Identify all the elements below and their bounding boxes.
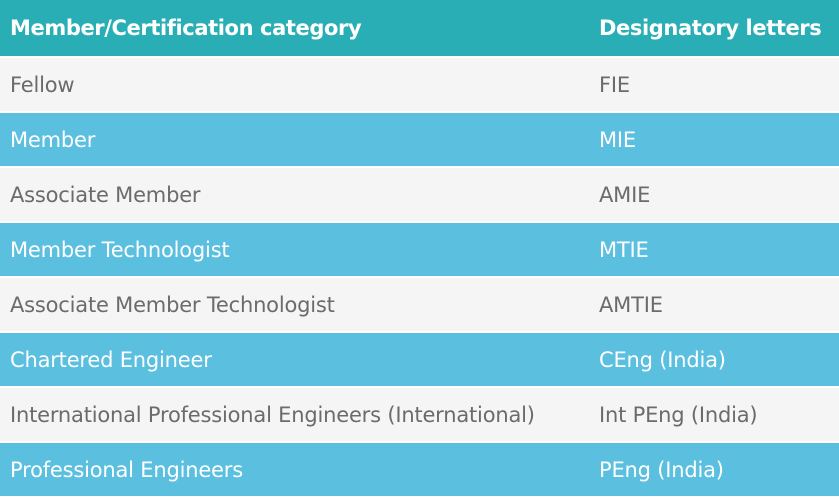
table-row <box>0 441 839 496</box>
table-header-row <box>0 0 839 56</box>
letters-cell: AMIE <box>599 182 651 207</box>
category-cell: International Professional Engineers (International) <box>10 402 535 427</box>
table-row <box>0 331 839 386</box>
category-cell: Chartered Engineer <box>10 347 212 372</box>
letters-cell: MIE <box>599 127 636 152</box>
category-cell: Associate Member <box>10 182 201 207</box>
table-row <box>0 111 839 166</box>
header-letters: Designatory letters <box>599 16 822 40</box>
category-cell: Professional Engineers <box>10 457 243 482</box>
table-row <box>0 166 839 221</box>
letters-cell: FIE <box>599 72 630 97</box>
table-row <box>0 56 839 111</box>
category-cell: Member <box>10 127 96 152</box>
letters-cell: PEng (India) <box>599 457 724 482</box>
table-row <box>0 276 839 331</box>
category-cell: Member Technologist <box>10 237 230 262</box>
letters-cell: MTIE <box>599 237 649 262</box>
category-cell: Fellow <box>10 72 75 97</box>
category-cell: Associate Member Technologist <box>10 292 335 317</box>
table-row <box>0 221 839 276</box>
table-row <box>0 386 839 441</box>
letters-cell: AMTIE <box>599 292 663 317</box>
header-category: Member/Certification category <box>10 16 362 40</box>
letters-cell: Int PEng (India) <box>599 402 758 427</box>
letters-cell: CEng (India) <box>599 347 726 372</box>
